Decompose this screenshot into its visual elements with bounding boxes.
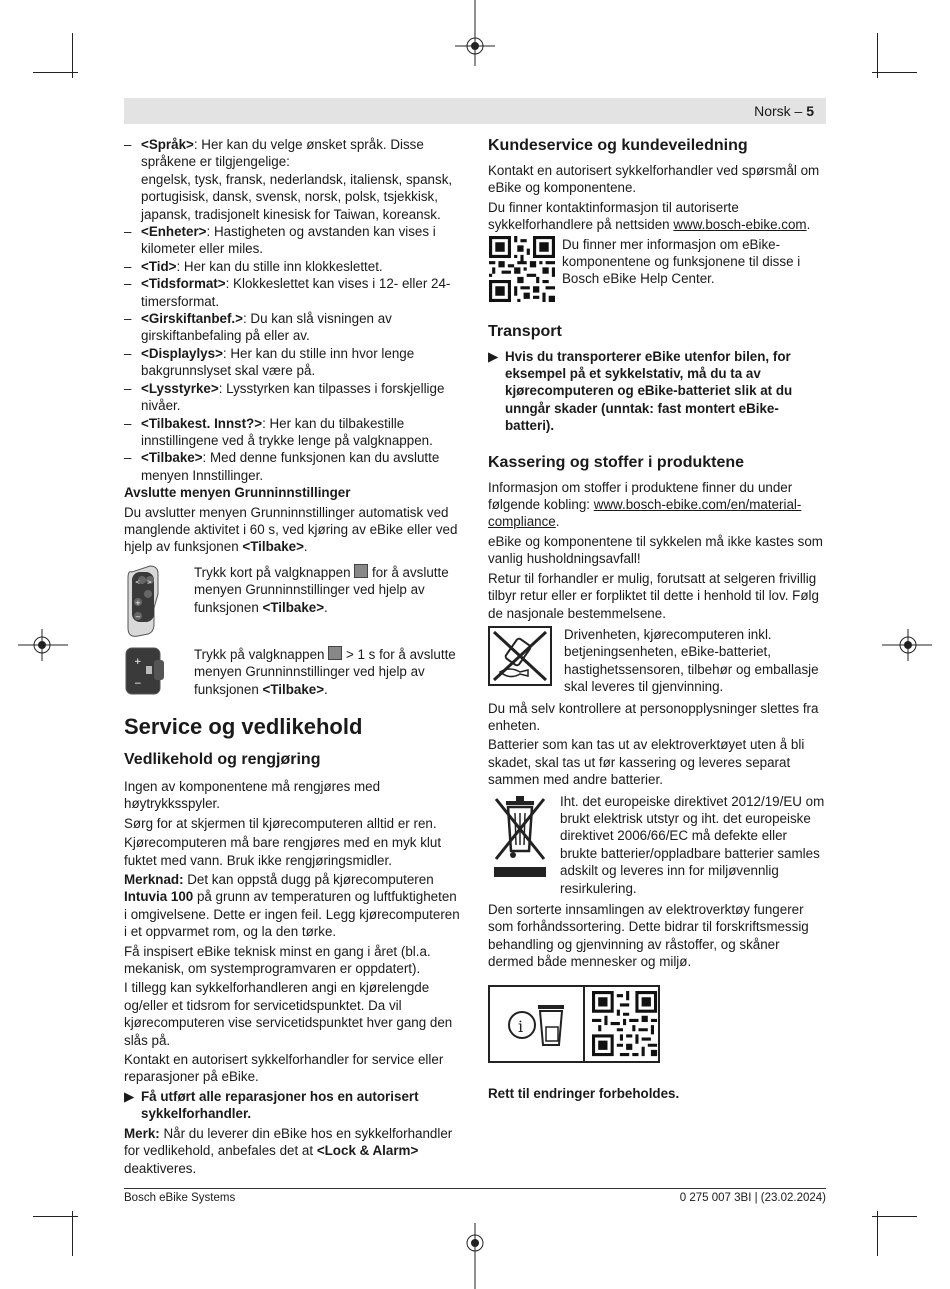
cs-end: . bbox=[806, 217, 811, 233]
exit-end: . bbox=[303, 539, 308, 555]
paragraph: I tillegg kan sykkelforhandleren angi en kjørelengde og/eller et tidsrom for servicetidspunktet. Da vil kjørecomputeren vise servicetidspunktet hver gang den slås på. bbox=[124, 980, 453, 1048]
fig1-end: . bbox=[324, 599, 328, 615]
list-item: – <Enheter>: Hastigheten og avstanden kan vises i kilometer eller miles. bbox=[124, 224, 436, 257]
footer-doc-id: 0 275 007 3BI | (23.02.2024) bbox=[679, 1192, 826, 1204]
figure-control-unit bbox=[124, 564, 462, 640]
merk-paragraph bbox=[124, 1125, 462, 1177]
exit-key: <Tilbake> bbox=[242, 539, 304, 555]
fig2-key: <Tilbake> bbox=[262, 681, 325, 697]
paragraph: Ingen av komponentene må rengjøres med høytrykksspyler. bbox=[124, 778, 381, 812]
help-center-row bbox=[488, 236, 826, 302]
list-item: – <Tidsformat>: Klokkeslettet kan vises i 12- eller 24-timersformat. bbox=[124, 276, 451, 309]
paragraph bbox=[488, 479, 826, 531]
crop-mark bbox=[33, 1216, 78, 1217]
exit-heading: Avslutte menyen Grunninnstillinger bbox=[124, 485, 351, 501]
setting-key: <Enheter> bbox=[141, 224, 207, 240]
cs-text: Du finner kontaktinformasjon til autoriserte sykkelforhandlere på nettsiden bbox=[488, 199, 739, 233]
instruction-item bbox=[124, 1088, 462, 1123]
list-item: – <Displaylys>: Her kan du stille inn hvor lenge bakgrunnslyset skal være på. bbox=[124, 345, 415, 379]
no-household-waste-row bbox=[488, 626, 826, 696]
no-dumping-icon bbox=[488, 626, 558, 688]
setting-key: <Displaylys> bbox=[141, 345, 223, 361]
setting-desc: : Klokkeslettet kan vises i 12- eller 24-timersformat. bbox=[141, 276, 451, 309]
disp-text: Informasjon om stoffer i produktene finner du under følgende kobling: bbox=[488, 479, 793, 513]
arrow-icon: ▶ bbox=[488, 348, 499, 364]
control-unit-icon bbox=[124, 564, 194, 640]
list-item: – <Tilbakest. Innst?>: Her kan du tilbakestille innstillingene ved å trykke lenge på valgknappen. bbox=[124, 415, 433, 448]
instruction-text: Få utført alle reparasjoner hos en autorisert sykkelforhandler. bbox=[141, 1088, 419, 1122]
list-item: – <Girskiftanbef.>: Du kan slå visningen av girskiftanbefaling på eller av. bbox=[124, 311, 392, 344]
fig1-text: Trykk kort på valgknappen bbox=[194, 564, 355, 580]
section-title: Kassering og stoffer i produktene bbox=[488, 453, 745, 471]
crop-mark bbox=[33, 72, 78, 73]
header-bar bbox=[124, 98, 826, 124]
fig1-text-2: for å avslutte menyen Grunninnstillinger ved hjelp av funksjonen bbox=[194, 564, 449, 615]
paragraph: Kjørecomputeren må bare rengjøres med en myk klut fuktet med vann. Bruk ikke rengjøringsmidler. bbox=[124, 835, 442, 868]
list-item: – <Tilbake>: Med denne funksjonen kan du avslutte menyen Innstillinger. bbox=[124, 450, 440, 483]
instruction-item bbox=[488, 348, 826, 435]
page-number: 5 bbox=[806, 103, 814, 119]
setting-desc: : Lysstyrken kan tilpasses i forskjellige nivåer. bbox=[141, 380, 445, 414]
setting-desc: : Her kan du tilbakestille innstillingene ved å trykke lenge på valgknappen. bbox=[141, 415, 433, 448]
arrow-icon: ▶ bbox=[124, 1088, 135, 1104]
fig2-text-2: > 1 s for å avslutte menyen Grunninnstillinger ved hjelp av funksjonen bbox=[194, 646, 456, 697]
note-paragraph bbox=[124, 871, 462, 941]
paragraph bbox=[488, 199, 826, 234]
crop-mark bbox=[877, 1211, 878, 1256]
list-item: – <Tid>: Her kan du stille inn klokkeslettet. bbox=[124, 258, 383, 274]
info-recycling-qr-icon bbox=[488, 985, 660, 1063]
note-text: Det kan oppstå dugg på kjørecomputeren bbox=[183, 872, 434, 887]
select-button-icon bbox=[354, 564, 368, 578]
note-label: Merknad: bbox=[124, 872, 184, 887]
setting-key: <Tilbakest. Innst?> bbox=[141, 415, 263, 431]
page-header bbox=[754, 103, 814, 119]
figure-remote bbox=[124, 646, 462, 698]
registration-mark-icon bbox=[455, 1219, 495, 1289]
material-compliance-link[interactable]: www.bosch-ebike.com/en/material-compliance bbox=[488, 497, 802, 530]
section-title: Service og vedlikehold bbox=[124, 713, 363, 739]
exit-paragraph bbox=[124, 504, 462, 556]
svg-text:−: − bbox=[134, 678, 142, 689]
merk-key: <Lock & Alarm> bbox=[316, 1143, 419, 1159]
instruction-text: Hvis du transporterer eBike utenfor bilen, for eksempel på et sykkelstativ, må du ta av kjørecomputeren og eBike-batteriet slik at du unngår skader (unntak: fast montert eBike-batteri). bbox=[505, 348, 793, 434]
paragraph: Du må selv kontrollere at personopplysninger slettes fra enheten. bbox=[488, 700, 819, 733]
note-product: Intuvia 100 bbox=[124, 889, 194, 905]
disp-end: . bbox=[555, 514, 560, 530]
subsection-title: Vedlikehold og rengjøring bbox=[124, 750, 321, 768]
note-text-2: på grunn av temperaturen og luftfuktigheten i omgivelsene. Dette er ingen feil. Legg kjørecomputeren i et oppvarmet rom, og la den tørke. bbox=[124, 889, 460, 940]
svg-text:+: + bbox=[134, 656, 142, 667]
header-language: Norsk – bbox=[754, 103, 807, 119]
paragraph: Retur til forhandler er mulig, forutsatt at selgeren frivillig tilbyr retur eller er forpliktet til dette i henhold til lov. Følg de nasjonale bestemmelsene. bbox=[488, 570, 819, 621]
fig2-end: . bbox=[324, 681, 328, 697]
setting-key: <Tid> bbox=[141, 258, 177, 274]
footer-company: Bosch eBike Systems bbox=[124, 1192, 236, 1204]
crop-mark bbox=[872, 72, 917, 73]
fig1-key: <Tilbake> bbox=[262, 599, 325, 615]
setting-key: <Tidsformat> bbox=[141, 276, 226, 292]
paragraph: Sørg for at skjermen til kjørecomputeren alltid er ren. bbox=[124, 815, 437, 831]
fig2-text: Trykk på valgknappen bbox=[194, 646, 329, 662]
setting-desc: : Du kan slå visningen av girskiftanbefaling på eller av. bbox=[141, 311, 392, 344]
merk-label: Merk: bbox=[124, 1125, 160, 1141]
footer-divider bbox=[124, 1188, 826, 1189]
setting-desc: : Her kan du stille inn klokkeslettet. bbox=[176, 258, 383, 274]
remote-icon bbox=[124, 646, 194, 698]
setting-key: <Lysstyrke> bbox=[141, 380, 219, 396]
svg-text:−: − bbox=[135, 612, 141, 621]
crop-mark bbox=[872, 1216, 917, 1217]
setting-desc: : Her kan du velge ønsket språk. Disse språkene er tilgjengelige: bbox=[141, 137, 424, 170]
paragraph: Kontakt en autorisert sykkelforhandler ved spørsmål om eBike og komponentene. bbox=[488, 163, 820, 196]
right-column bbox=[488, 136, 826, 1104]
registration-mark-icon bbox=[882, 625, 932, 665]
crop-mark bbox=[72, 1211, 73, 1256]
setting-key: <Tilbake> bbox=[141, 450, 203, 466]
section-title: Kundeservice og kundeveiledning bbox=[488, 137, 748, 154]
setting-key: <Språk> bbox=[141, 137, 194, 152]
help-center-text: Du finner mer informasjon om eBike-komponentene og funksjonene til disse i Bosch eBike Help Center. bbox=[562, 236, 801, 287]
setting-desc: : Her kan du stille inn hvor lenge bakgrunnslyset skal være på. bbox=[141, 345, 415, 379]
paragraph: Den sorterte innsamlingen av elektroverktøy fungerer som forhåndssortering. Dette bidrar til forskriftsmessig behandling og gjenvinning av råstoffer, og skåner dermed både mennesker og miljø. bbox=[488, 902, 809, 970]
crossed-bin-icon bbox=[488, 793, 558, 883]
language-list: engelsk, tysk, fransk, nederlandsk, italiensk, spansk, portugisisk, dansk, svensk, norsk, polsk, tsjekkisk, japansk, tradisjonelt kinesisk for Taiwan, koreansk. bbox=[141, 171, 453, 222]
merk-text: Når du leverer din eBike hos en sykkelforhandler for vedlikehold, anbefales det at bbox=[124, 1125, 453, 1159]
setting-key: <Girskiftanbef.> bbox=[141, 311, 243, 327]
list-item: – <Lysstyrke>: Lysstyrken kan tilpasses i forskjellige nivåer. bbox=[124, 380, 445, 414]
list-item: – <Språk>: Her kan du velge ønsket språk. Disse språkene er tilgjengelige: engelsk, tysk, fransk, nederlandsk, italiensk, spansk, portugisisk, dansk, svensk, norsk, polsk, tsjekkisk, japansk, tradisjonelt kinesisk for Taiwan, koreansk. bbox=[124, 137, 453, 222]
select-button-icon bbox=[328, 646, 342, 660]
exit-text: Du avslutter menyen Grunninnstillinger automatisk ved manglende aktivitet i 60 s, ved kjøring av eBike eller ved hjelp av funksjonen bbox=[124, 504, 458, 555]
left-column bbox=[124, 136, 462, 1179]
svg-text:+: + bbox=[135, 598, 141, 607]
registration-mark-icon bbox=[455, 0, 495, 70]
svg-text:<: < bbox=[135, 578, 141, 586]
recycling-text: Drivenheten, kjørecomputeren inkl. betjeningsenheten, eBike-batteriet, hastighetssensoren, tilbehør og emballasje skal leveres til gjenvinning. bbox=[564, 626, 819, 695]
website-link[interactable]: www.bosch-ebike.com bbox=[673, 217, 807, 233]
svg-text:>: > bbox=[147, 578, 153, 586]
weee-row bbox=[488, 793, 826, 897]
svg-text:i: i bbox=[518, 1016, 524, 1036]
paragraph: eBike og komponentene til sykkelen må ikke kastes som vanlig husholdningsavfall! bbox=[488, 533, 823, 567]
weee-text: Iht. det europeiske direktivet 2012/19/EU om brukt elektrisk utstyr og iht. det europeiske direktivet 2006/66/EC må defekte eller brukte batterier/oppladbare batterier samles adskilt og leveres inn for miljøvennlig resirkulering. bbox=[560, 793, 825, 896]
paragraph: Kontakt en autorisert sykkelforhandler for service eller reparasjoner på eBike. bbox=[124, 1052, 444, 1085]
merk-end: deaktiveres. bbox=[124, 1160, 197, 1176]
setting-desc: : Hastigheten og avstanden kan vises i kilometer eller miles. bbox=[141, 224, 436, 257]
setting-desc: : Med denne funksjonen kan du avslutte menyen Innstillinger. bbox=[141, 450, 440, 483]
reserve-notice: Rett til endringer forbeholdes. bbox=[488, 1085, 680, 1101]
qr-code-icon bbox=[488, 236, 556, 302]
paragraph: Batterier som kan tas ut av elektroverktøyet uten å bli skadet, skal tas ut før kassering og leveres separat sammen med andre batterier. bbox=[488, 737, 805, 788]
registration-mark-icon bbox=[18, 625, 68, 665]
section-title: Transport bbox=[488, 322, 562, 340]
paragraph: Få inspisert eBike teknisk minst en gang i året (bl.a. mekanisk, om systemprogramvaren er oppdatert). bbox=[124, 943, 431, 977]
